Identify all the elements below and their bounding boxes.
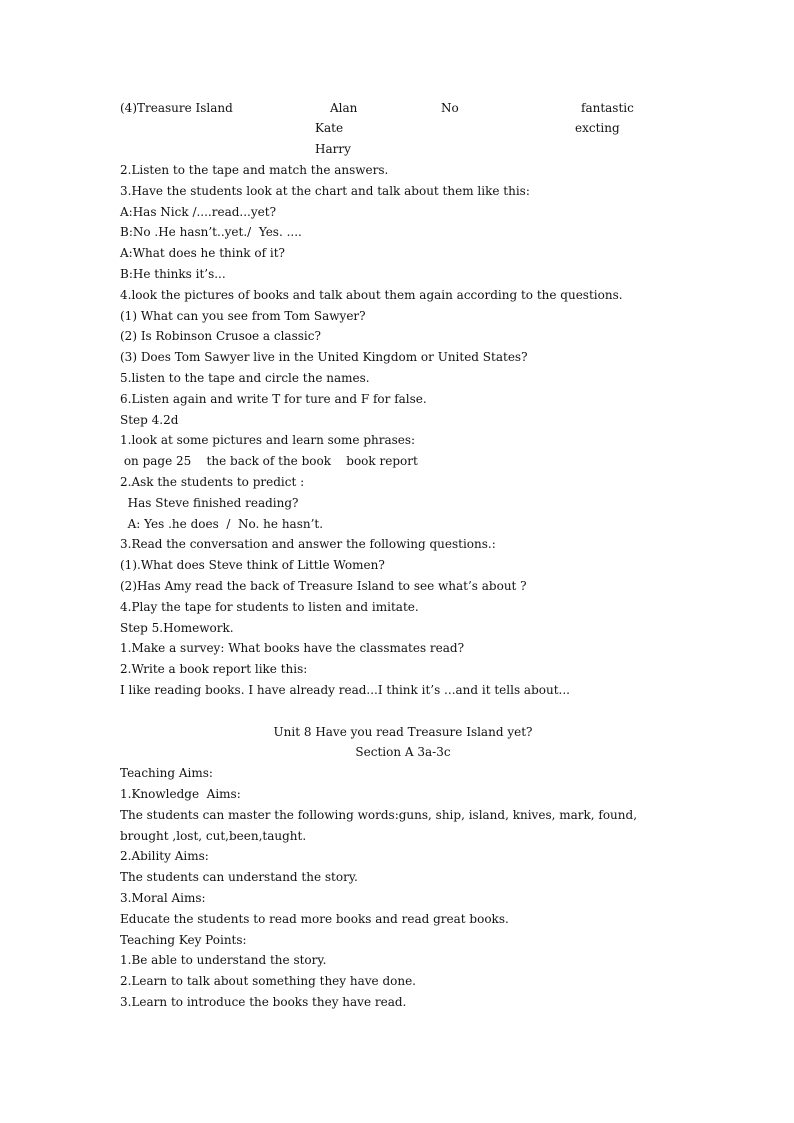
text-line: A: Yes .he does / No. he hasn’t. <box>120 517 324 531</box>
text-line: 5.listen to the tape and circle the names. <box>120 371 370 385</box>
text-line: I like reading books. I have already read...I think it’s ...and it tells about... <box>120 683 570 697</box>
text-line: 3.Moral Aims: <box>120 891 206 905</box>
text-line: The students can master the following words:guns, ship, island, knives, mark, found, <box>120 808 638 822</box>
text-line: 4.Play the tape for students to listen and imitate. <box>120 600 419 614</box>
book-title: (4)Treasure Island <box>120 101 233 115</box>
text-line: 2.Ability Aims: <box>120 849 209 863</box>
text-line: A:Has Nick /....read...yet? <box>120 205 276 219</box>
text-line: (2) Is Robinson Crusoe a classic? <box>120 329 321 343</box>
text-line: (1) What can you see from Tom Sawyer? <box>120 309 366 323</box>
text-line: 1.Be able to understand the story. <box>120 953 327 967</box>
text-line: 2.Ask the students to predict : <box>120 475 305 489</box>
text-line: 3.Read the conversation and answer the following questions.: <box>120 537 496 551</box>
student-name: Harry <box>315 142 351 156</box>
text-line: brought ,lost, cut,been,taught. <box>120 829 307 843</box>
heading-line: Teaching Aims: <box>120 766 213 780</box>
text-line: 1.Make a survey: What books have the classmates read? <box>120 641 465 655</box>
text-line: 4.look the pictures of books and talk about them again according to the questions. <box>120 288 623 302</box>
text-line: 2.Write a book report like this: <box>120 662 308 676</box>
text-line: B:He thinks it’s... <box>120 267 226 281</box>
text-line: 6.Listen again and write T for ture and F for false. <box>120 392 427 406</box>
text-line: Educate the students to read more books and read great books. <box>120 912 509 926</box>
text-line: 1.look at some pictures and learn some phrases: <box>120 433 416 447</box>
text-line: 1.Knowledge Aims: <box>120 787 241 801</box>
opinion: excting <box>575 121 620 135</box>
text-line: B:No .He hasn’t..yet./ Yes. .... <box>120 225 302 239</box>
text-line: 3.Have the students look at the chart and talk about them like this: <box>120 184 530 198</box>
text-line: Has Steve finished reading? <box>120 496 299 510</box>
unit-title: Unit 8 Have you read Treasure Island yet? <box>273 725 533 739</box>
text-line: 2.Learn to talk about something they have done. <box>120 974 416 988</box>
read-status: No <box>441 101 459 115</box>
section-title: Section A 3a-3c <box>355 745 451 759</box>
text-line: (1).What does Steve think of Little Women? <box>120 558 385 572</box>
text-line: on page 25 the back of the book book report <box>120 454 418 468</box>
text-line: A:What does he think of it? <box>120 246 285 260</box>
student-name: Kate <box>315 121 344 135</box>
student-name: Alan <box>330 101 358 115</box>
opinion: fantastic <box>581 101 634 115</box>
step-heading: Step 5.Homework. <box>120 621 234 635</box>
step-heading: Step 4.2d <box>120 413 179 427</box>
text-line: The students can understand the story. <box>120 870 358 884</box>
text-line: (2)Has Amy read the back of Treasure Island to see what’s about ? <box>120 579 527 593</box>
text-line: (3) Does Tom Sawyer live in the United Kingdom or United States? <box>120 350 528 364</box>
heading-line: Teaching Key Points: <box>120 933 247 947</box>
text-line: 2.Listen to the tape and match the answers. <box>120 163 389 177</box>
text-line: 3.Learn to introduce the books they have read. <box>120 995 407 1009</box>
